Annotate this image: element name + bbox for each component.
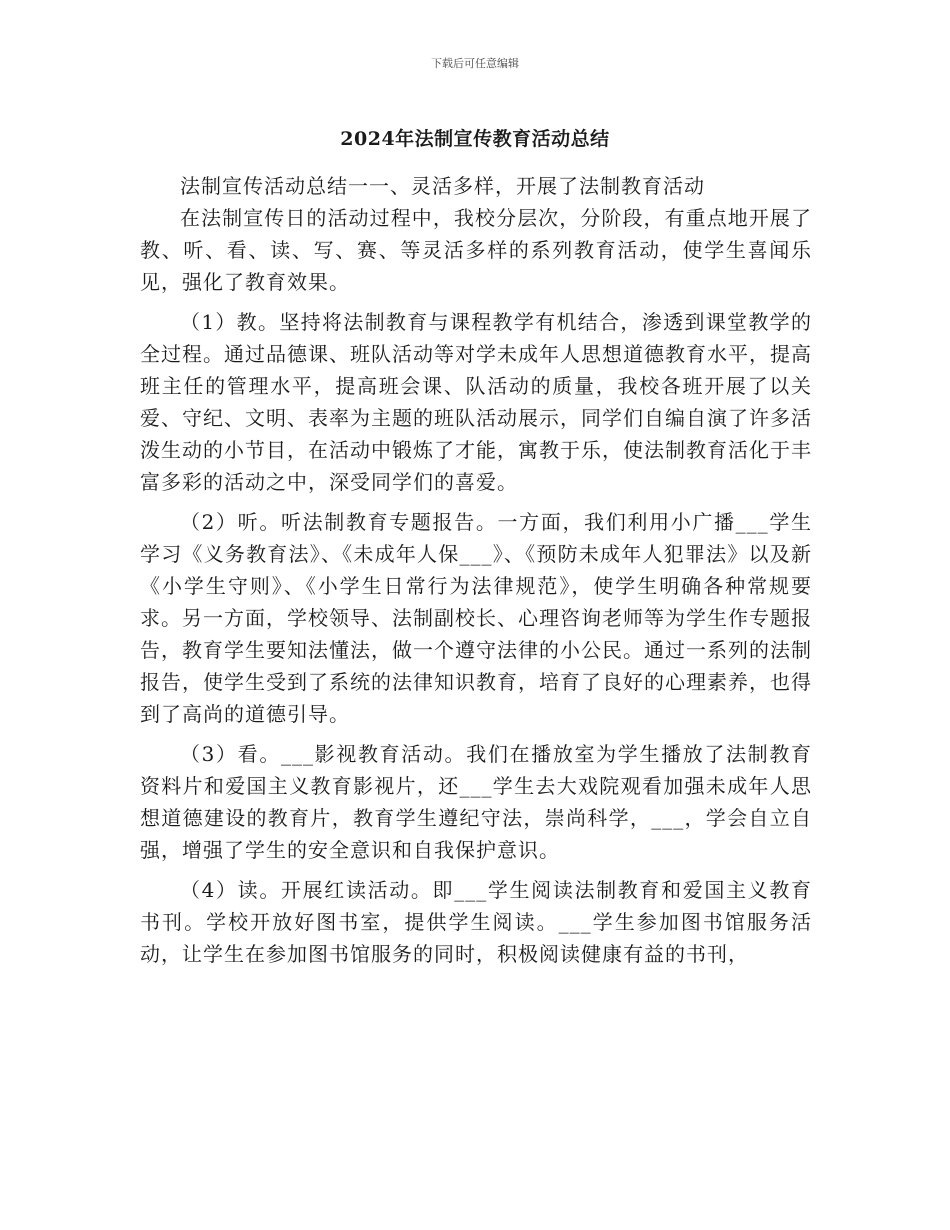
document-body <box>140 170 812 978</box>
paragraph-teach: （1）教。坚持将法制教育与课程教学有机结合，渗透到课堂教学的全过程。通过品德课、班队活动等对学未成年人思想道德教育水平，提高班主任的管理水平，提高班会课、队活动的质量，我校各班开展了以关爱、守纪、文明、表率为主题的班队活动展示，同学们自编自演了许多活泼生动的小节目，在活动中锻炼了才能，寓教于乐，使法制教育活化于丰富多彩的活动之中，深受同学们的喜爱。 <box>140 310 812 494</box>
paragraph-intro: 法制宣传活动总结一一、灵活多样，开展了法制教育活动 <box>180 174 705 198</box>
paragraph-watch: （3）看。___影视教育活动。我们在播放室为学生播放了法制教育资料片和爱国主义教育影视片，还___学生去大戏院观看加强未成年人思想道德建设的教育片，教育学生遵纪守法，崇尚科学，___，学会自立自强，增强了学生的安全意识和自我保护意识。 <box>140 742 812 862</box>
paragraph-read: （4）读。开展红读活动。即___学生阅读法制教育和爱国主义教育书刊。学校开放好图书室，提供学生阅读。___学生参加图书馆服务活动，让学生在参加图书馆服务的同时，积极阅读健康有益的书刊， <box>140 878 812 966</box>
paragraph-overview: 在法制宣传日的活动过程中，我校分层次，分阶段，有重点地开展了教、听、看、读、写、赛、等灵活多样的系列教育活动，使学生喜闻乐见，强化了教育效果。 <box>140 206 812 294</box>
document-title: 2024年法制宣传教育活动总结 <box>340 128 610 150</box>
page-header-note: 下载后可任意编辑 <box>431 57 519 70</box>
paragraph-listen: （2）听。听法制教育专题报告。一方面，我们利用小广播___学生学习《义务教育法》、《未成年人保___》、《预防未成年人犯罪法》以及新《小学生守则》、《小学生日常行为法律规范》，使学生明确各种常规要求。另一方面，学校领导、法制副校长、心理咨询老师等为学生作专题报告，教育学生要知法懂法，做一个遵守法律的小公民。通过一系列的法制报告，使学生受到了系统的法律知识教育，培育了良好的心理素养，也得到了高尚的道德引导。 <box>140 510 812 726</box>
